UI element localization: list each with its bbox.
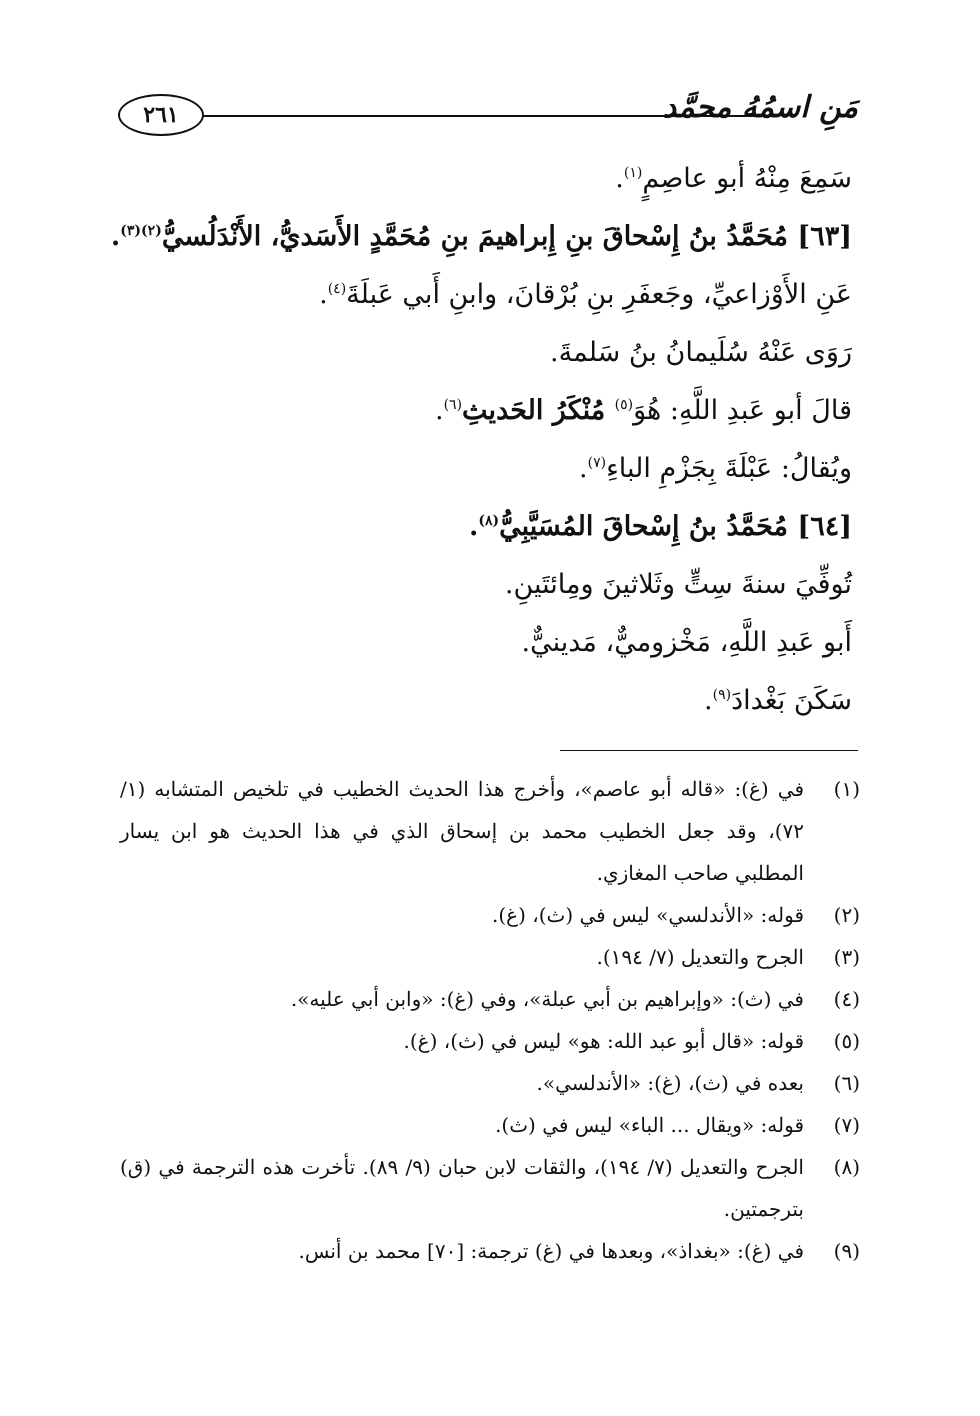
line-text: ويُقالُ: عَبْلَةَ بِجَزْمِ الباءِ — [606, 453, 852, 484]
line-text: سَكَنَ بَغْدادَ — [731, 685, 852, 716]
footnote — [120, 1230, 860, 1272]
text-line — [112, 324, 852, 382]
footnote-number: (٩) — [833, 1239, 860, 1263]
line-tail: . — [615, 163, 624, 194]
line-text: سَمِعَ مِنْهُ أبو عاصِمٍ — [642, 163, 852, 194]
text-line — [112, 672, 852, 730]
line-text: [٦٣] مُحَمَّدُ بنُ إِسْحاقَ بنِ إِبراهيمَ بنِ مُحَمَّدٍ الأَسَديُّ، الأَنْدَلُسيُّ — [161, 221, 852, 252]
line-text: [٦٤] مُحَمَّدُ بنُ إِسْحاقَ المُسَيَّبِيُّ — [499, 511, 852, 542]
footnote — [120, 978, 860, 1020]
footnote-number: (٦) — [833, 1071, 860, 1095]
footnote-ref: (٢)(٣) — [120, 223, 162, 239]
line-text: تُوفِّيَ سنةَ سِتٍّ وثَلاثينَ ومِائتَينِ. — [504, 569, 852, 600]
line-tail: . — [319, 279, 328, 310]
line-tail: . — [704, 685, 713, 716]
footnote-number: (٧) — [833, 1113, 860, 1137]
line-tail: . — [468, 511, 479, 542]
footnote-separator — [560, 750, 858, 751]
footnote-text: قوله: «قال أبو عبد الله: هو» ليس في (ث)، (غ). — [403, 1029, 804, 1053]
footnote — [120, 1146, 860, 1230]
line-text: عَنِ الأَوْزاعيِّ، وجَعفَرِ بنِ بُرْقانَ، وابنِ أَبي عَبلَةَ — [346, 279, 852, 310]
footnote-ref: (٦) — [443, 397, 463, 413]
footnote — [120, 894, 860, 936]
footnote-text: الجرح والتعديل (٧/ ١٩٤). — [596, 945, 804, 969]
footnote-ref: (٥) — [614, 397, 634, 413]
line-text: أَبو عَبدِ اللَّهِ، مَخْزوميٌّ، مَدينيٌّ. — [521, 627, 852, 658]
footnote-ref: (٤) — [327, 281, 347, 297]
text-line — [112, 266, 852, 324]
footnote-text: الجرح والتعديل (٧/ ١٩٤)، والثقات لابن حبان (٩/ ٨٩). تأخرت هذه الترجمة في (ق) بترجمتين. — [120, 1155, 804, 1221]
line-text: رَوَى عَنْهُ سُلَيمانُ بنُ سَلمةَ. — [550, 337, 852, 368]
entry-heading — [112, 498, 852, 556]
footnote-number: (٨) — [833, 1155, 860, 1179]
line-tail: . — [434, 395, 444, 426]
footnote-number: (٣) — [833, 945, 860, 969]
footnote-ref: (٧) — [587, 455, 607, 471]
page-header — [118, 88, 858, 144]
footnote-text: في (ث): «وإبراهيم بن أبي عبلة»، وفي (غ): «وابن أبي عليه». — [290, 987, 804, 1011]
footnote — [120, 768, 860, 894]
text-line — [112, 440, 852, 498]
footnotes — [120, 768, 860, 1272]
line-text-bold: مُنْكَرُ الحَديثِ — [462, 395, 615, 426]
footnote — [120, 1020, 860, 1062]
line-tail: . — [579, 453, 588, 484]
main-text — [112, 150, 852, 730]
running-title: مَنِ اسمُهُ محمَّد — [662, 90, 858, 125]
line-text: قالَ أبو عَبدِ اللَّهِ: هُوَ — [633, 395, 852, 426]
footnote-text: في (غ): «قاله أبو عاصم»، وأخرج هذا الحديث الخطيب في تلخيص المتشابه (١/ ٧٢)، وقد جعل الخطيب محمد بن إسحاق الذي في هذا الحديث هو ابن يسار المطلبي صاحب المغازي. — [120, 777, 804, 885]
text-line — [112, 150, 852, 208]
text-line — [112, 382, 852, 440]
footnote-text: في (غ): «بغداذ»، وبعدها في (غ) ترجمة: [٧٠] محمد بن أنس. — [298, 1239, 804, 1263]
footnote-text: قوله: «الأندلسي» ليس في (ث)، (غ). — [492, 903, 804, 927]
footnote-number: (٢) — [833, 903, 860, 927]
text-line — [112, 614, 852, 672]
footnote-ref: (٩) — [712, 687, 732, 703]
footnote-number: (٤) — [833, 987, 860, 1011]
footnote-text: بعده في (ث)، (غ): «الأندلسي». — [536, 1071, 804, 1095]
footnote — [120, 1062, 860, 1104]
footnote-number: (١) — [833, 777, 860, 801]
footnote — [120, 1104, 860, 1146]
footnote-text: قوله: «ويقال ... الباء» ليس في (ث). — [495, 1113, 804, 1137]
text-line — [112, 556, 852, 614]
footnote — [120, 936, 860, 978]
line-tail: . — [110, 221, 121, 252]
footnote-ref: (٨) — [478, 513, 500, 529]
footnote-number: (٥) — [833, 1029, 860, 1053]
page-number: ٢٦١ — [118, 94, 204, 136]
footnote-ref: (١) — [623, 165, 643, 181]
entry-heading — [112, 208, 852, 266]
